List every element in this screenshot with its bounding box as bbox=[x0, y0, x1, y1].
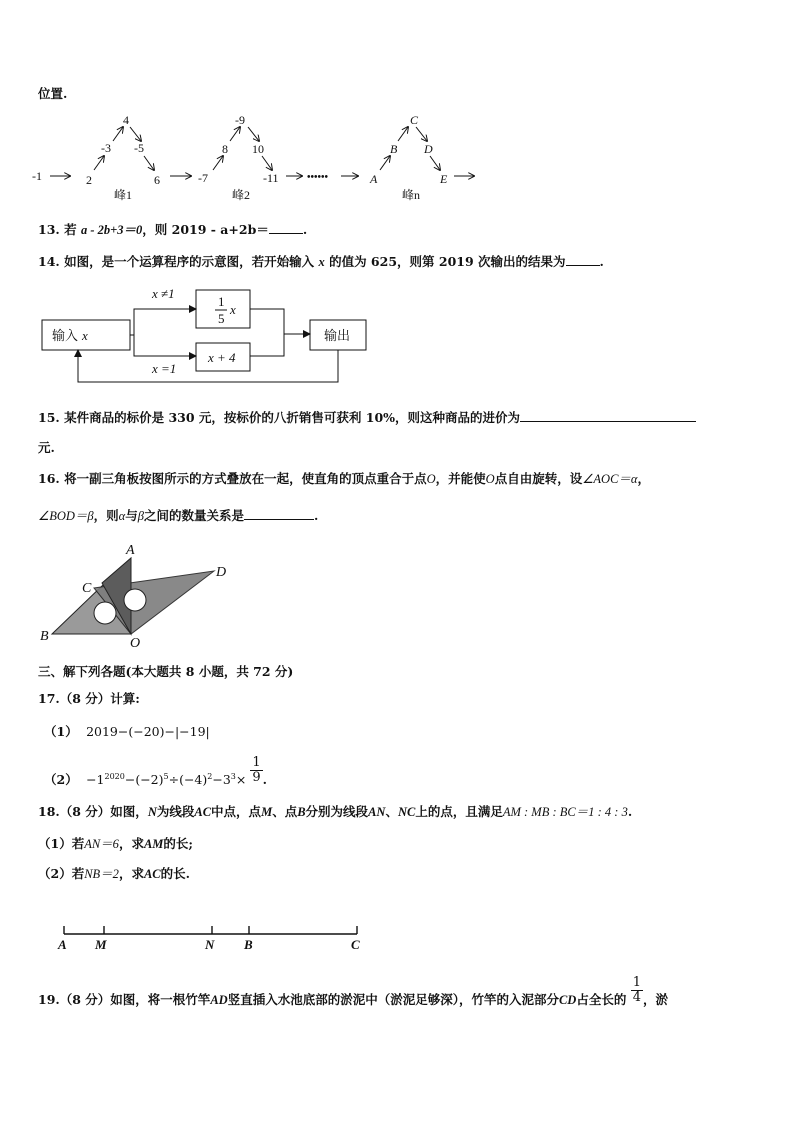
peak2-b: 8 bbox=[222, 142, 228, 156]
peak2-c: 10 bbox=[252, 142, 264, 156]
answer-blank[interactable] bbox=[520, 409, 696, 422]
question-16-line1: 16. 将一副三角板按图所示的方式叠放在一起，使直角的顶点重合于点O，并能使O点自由旋转，设∠AOC＝α， bbox=[38, 471, 651, 486]
question-17-part1: （1） 2019−(−20)−|−19| bbox=[44, 724, 210, 739]
peak1-b: -3 bbox=[101, 141, 111, 155]
answer-blank[interactable] bbox=[269, 221, 303, 234]
peak1-a: 2 bbox=[86, 173, 92, 187]
point-M: M bbox=[95, 937, 107, 952]
flow-diagram bbox=[38, 284, 378, 388]
question-18-part2: （2）若NB＝2，求AC的长. bbox=[38, 866, 190, 881]
peakn-c: D bbox=[424, 142, 433, 156]
peak2-top: -9 bbox=[235, 113, 245, 127]
question-15: 15. 某件商品的标价是 330 元，按标价的八折销售可获利 10%，则这种商品的进价为 bbox=[38, 408, 696, 426]
answer-blank[interactable] bbox=[566, 253, 600, 266]
peak1-c: -5 bbox=[134, 141, 144, 155]
label-D: D bbox=[216, 565, 227, 580]
cond-top: x ≠1 bbox=[152, 286, 175, 301]
peakn-top: C bbox=[410, 113, 419, 127]
peak1-label: 峰1 bbox=[114, 188, 133, 202]
label-O: O bbox=[130, 636, 141, 650]
point-C: C bbox=[351, 937, 360, 952]
fraction-one-quarter: $\frac{1}{4}$ bbox=[632, 975, 641, 1005]
peak2-label: 峰2 bbox=[232, 188, 251, 202]
peakn-b: B bbox=[390, 142, 398, 156]
hole-right bbox=[124, 589, 146, 611]
output-label: 输出 bbox=[324, 328, 351, 343]
point-A: A bbox=[58, 937, 67, 952]
peaks-figure bbox=[30, 108, 500, 204]
op2-expr: x + 4 bbox=[208, 350, 236, 365]
op1-num: 1 bbox=[218, 294, 225, 309]
op1-den: 5 bbox=[218, 311, 225, 326]
answer-blank[interactable] bbox=[244, 507, 314, 520]
point-N: N bbox=[205, 937, 215, 952]
cond-bottom: x =1 bbox=[152, 361, 177, 376]
input-var: x bbox=[82, 328, 88, 343]
segment-figure bbox=[52, 918, 372, 954]
peak2-d: -11 bbox=[263, 171, 279, 185]
question-18-part1: （1）若AN＝6，求AM的长; bbox=[38, 836, 194, 851]
peak1-top: 4 bbox=[123, 113, 129, 127]
label-A: A bbox=[126, 543, 135, 558]
question-14: 14. 如图，是一个运算程序的示意图，若开始输入 x 的值为 625，则第 2019 次输出的结果为 . bbox=[38, 254, 604, 269]
question-17-part2: $(2) -1^{2020}-(-2)^5\div(-4)^2-3^3\times$ $\frac{1}{9}$ . bbox=[44, 755, 267, 787]
triangle-figure bbox=[36, 538, 236, 650]
fraction-one-ninth: $\frac{1}{9}$ bbox=[252, 755, 261, 785]
section-3-title: 三、解下列各题(本大题共 8 小题，共 72 分) bbox=[38, 664, 294, 679]
question-19: 19.（8 分）如图，将一根竹竿AD竖直插入水池底部的淤泥中（淤泥足够深），竹竿的入泥部分CD占全长的 $\frac{1}{4}$ ，淤 bbox=[38, 975, 668, 1007]
question-17: 17.（8 分）计算: bbox=[38, 691, 140, 706]
op1-var: x bbox=[230, 302, 236, 317]
peak1-start: -1 bbox=[32, 169, 42, 183]
label-C: C bbox=[82, 581, 92, 596]
peakn-a: A bbox=[370, 172, 378, 186]
header-fragment: 位置. bbox=[38, 86, 68, 101]
question-13: 13. 若 a - 2b+3＝0，则 2019 - a+2b＝ . bbox=[38, 222, 308, 237]
peak-dots: •••••• bbox=[307, 172, 329, 183]
peak2-a: -7 bbox=[198, 171, 208, 185]
peakn-label: 峰n bbox=[402, 188, 421, 202]
question-18: 18.（8 分）如图，N为线段AC中点，点M、点B分别为线段AN、NC上的点，且满足AM : MB : BC＝1 : 4 : 3. bbox=[38, 804, 633, 819]
label-B: B bbox=[40, 629, 49, 644]
peakn-d: E bbox=[440, 172, 448, 186]
question-16-line2: ∠BOD＝β，则α与β之间的数量关系是 . bbox=[38, 508, 319, 523]
hole-left bbox=[94, 602, 116, 624]
question-15-tail: 元. bbox=[38, 440, 55, 455]
peak1-d: 6 bbox=[154, 173, 160, 187]
point-B: B bbox=[244, 937, 253, 952]
input-label: 输入 bbox=[52, 328, 79, 343]
